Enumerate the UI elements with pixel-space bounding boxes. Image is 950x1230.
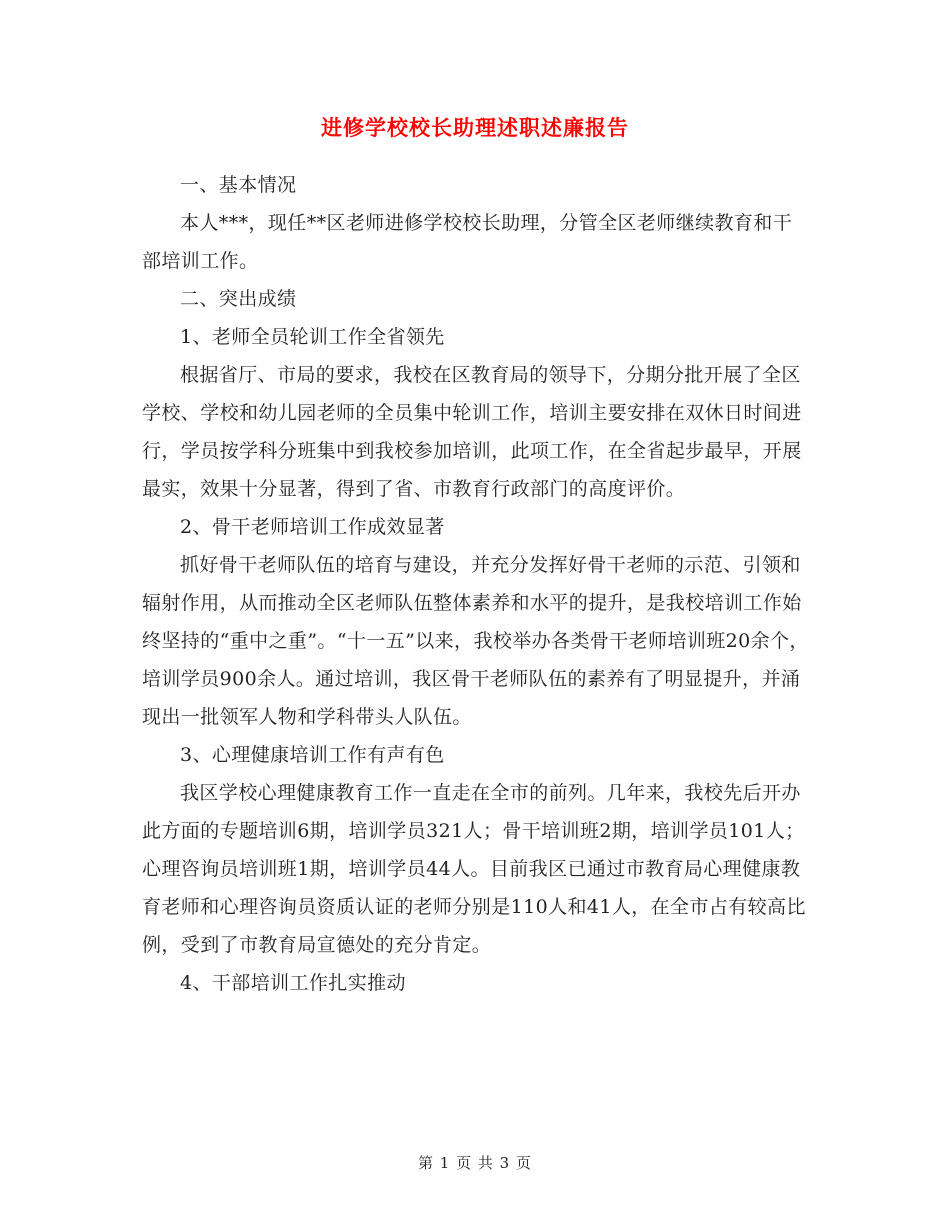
subheading-mental-health-training: 3、心理健康培训工作有声有色 — [180, 744, 445, 766]
paragraph-self-intro: 本人***，现任**区老师进修学校校长助理，分管全区老师继续教育和干部培训工作。 — [142, 212, 793, 272]
page-footer: 第 1 页 共 3 页 — [418, 1154, 532, 1172]
paragraph-backbone-training: 抓好骨干老师队伍的培育与建设，并充分发挥好骨干老师的示范、引领和辐射作用，从而推动全区老师队伍整体素养和水平的提升，是我校培训工作始终坚持的“重中之重”。“十一五”以来，我校举办各类骨干老师培训班20余个，培训学员900余人。通过培训，我区骨干老师队伍的素养有了明显提升，并涌现出一批领军人物和学科带头人队伍。 — [142, 554, 809, 728]
subheading-cadre-training: 4、干部培训工作扎实推动 — [180, 972, 406, 994]
document-title: 进修学校校长助理述职述廉报告 — [321, 115, 629, 140]
subheading-teacher-training: 1、老师全员轮训工作全省领先 — [180, 326, 445, 348]
section-heading-achievements: 二、突出成绩 — [180, 288, 297, 310]
paragraph-mental-health-training: 我区学校心理健康教育工作一直走在全市的前列。几年来，我校先后开办此方面的专题培训6期，培训学员321人；骨干培训班2期，培训学员101人；心理咨询员培训班1期，培训学员44人。目前我区已通过市教育局心理健康教育老师和心理咨询员资质认证的老师分别是110人和41人，在全市占有较高比例，受到了市教育局宣德处的充分肯定。 — [142, 782, 806, 956]
section-heading-basic-info: 一、基本情况 — [180, 174, 297, 196]
subheading-backbone-training: 2、骨干老师培训工作成效显著 — [180, 516, 445, 538]
paragraph-teacher-training: 根据省厅、市局的要求，我校在区教育局的领导下，分期分批开展了全区学校、学校和幼儿园老师的全员集中轮训工作，培训主要安排在双休日时间进行，学员按学科分班集中到我校参加培训，此项工作，在全省起步最早，开展最实，效果十分显著，得到了省、市教育行政部门的高度评价。 — [142, 364, 802, 500]
document-body — [142, 166, 810, 1002]
